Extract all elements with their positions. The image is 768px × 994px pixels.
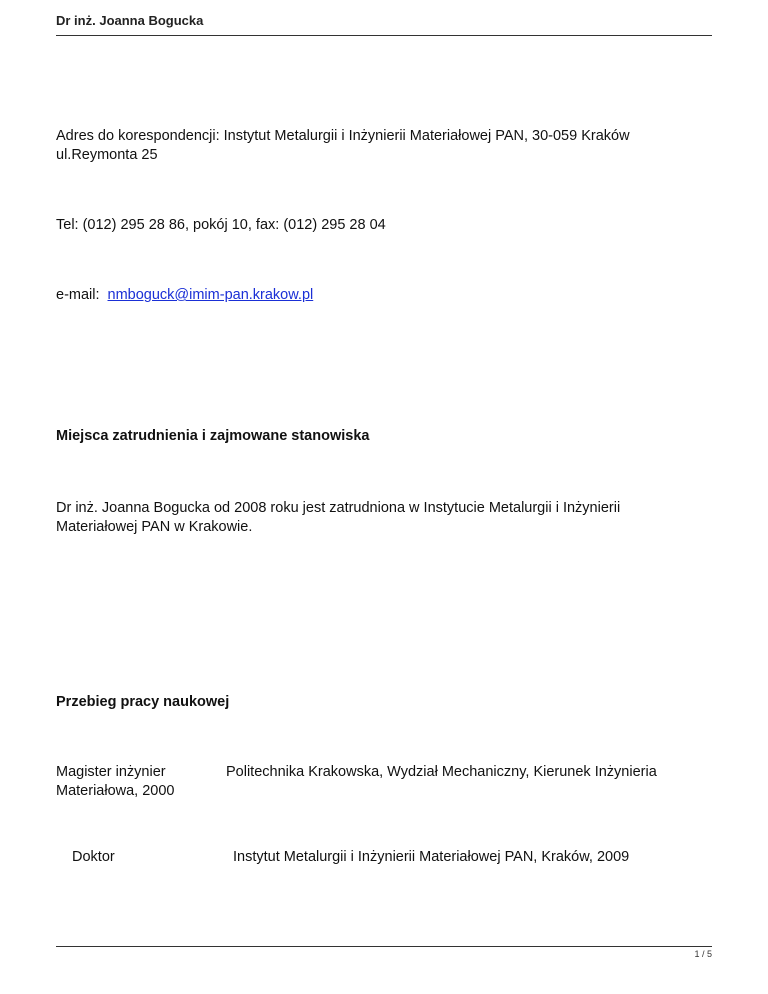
address-line: Adres do korespondencji: Instytut Metalurgii i Inżynierii Materiałowej PAN, 30-059 Kraków bbox=[56, 128, 630, 144]
address-line: ul.Reymonta 25 bbox=[56, 147, 158, 163]
employment-paragraph bbox=[56, 499, 696, 537]
footer-divider bbox=[56, 946, 712, 947]
degree-text: Materiałowa, 2000 bbox=[56, 783, 175, 799]
email-line bbox=[56, 286, 696, 305]
institution-cell: Politechnika Krakowska, Wydział Mechaniczny, Kierunek Inżynieria bbox=[226, 764, 657, 780]
employment-line: Materiałowej PAN w Krakowie. bbox=[56, 519, 253, 535]
email-label: e-mail: bbox=[56, 287, 100, 303]
employment-line: Dr inż. Joanna Bogucka od 2008 roku jest zatrudniona w Instytucie Metalurgii i Inżynierii bbox=[56, 500, 621, 516]
header-divider bbox=[56, 35, 712, 36]
page-header-title: Dr inż. Joanna Bogucka bbox=[56, 13, 204, 28]
page-number: 1 / 5 bbox=[694, 949, 712, 959]
phone-line: Tel: (012) 295 28 86, pokój 10, fax: (012) 295 28 04 bbox=[56, 217, 386, 233]
email-link[interactable]: nmboguck@imim-pan.krakow.pl bbox=[107, 287, 314, 303]
institution-cell: Instytut Metalurgii i Inżynierii Materiałowej PAN, Kraków, 2009 bbox=[233, 849, 630, 865]
career-heading: Przebieg pracy naukowej bbox=[56, 694, 230, 710]
employment-heading: Miejsca zatrudnienia i zajmowane stanowiska bbox=[56, 428, 370, 444]
degree-cell bbox=[56, 763, 175, 801]
degree-cell: Doktor bbox=[72, 849, 115, 865]
address-block bbox=[56, 127, 696, 165]
degree-text: Magister inżynier bbox=[56, 764, 166, 780]
